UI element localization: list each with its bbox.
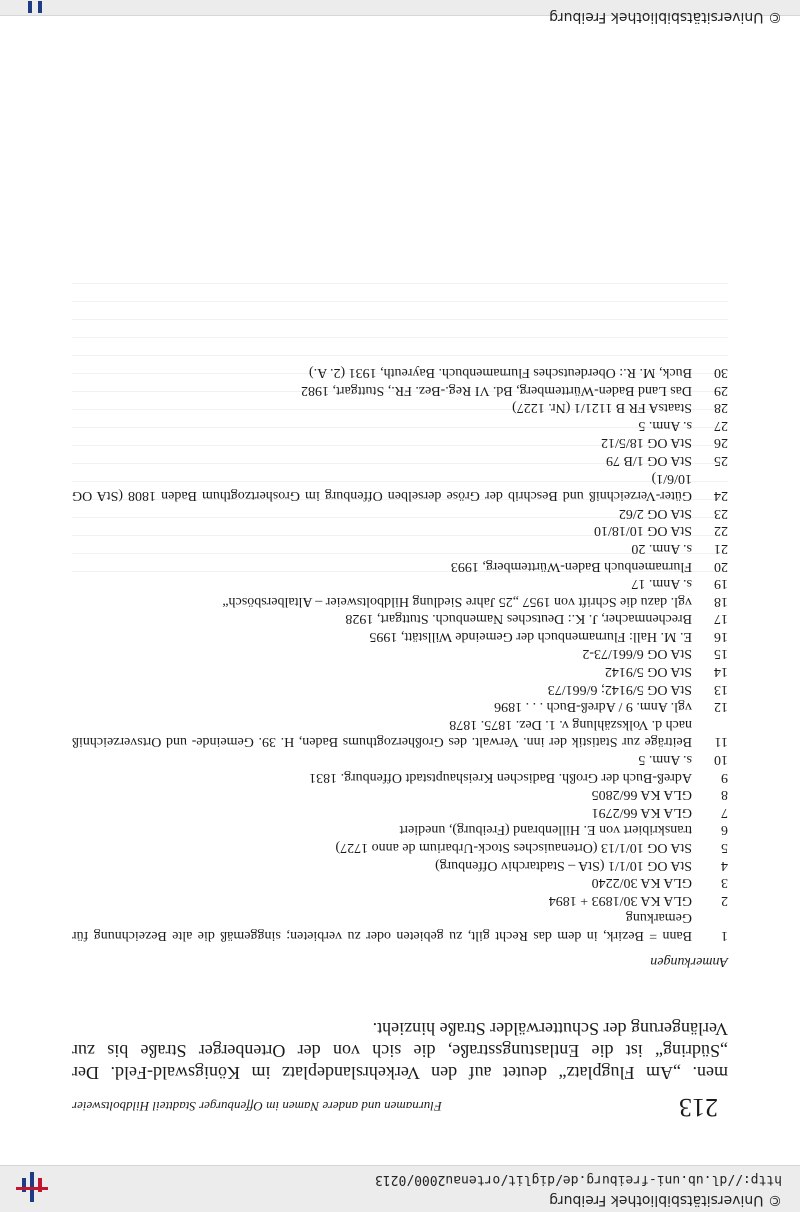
note-text: StA OG 18/5/12 — [600, 435, 692, 451]
note-number: 15 — [714, 646, 728, 662]
note-text: StA OG 5/9142; 6/661/73 — [547, 681, 692, 697]
note-item — [72, 627, 728, 645]
note-number: 22 — [714, 523, 728, 539]
note-number: 21 — [714, 540, 728, 556]
note-number: 12 — [714, 699, 728, 715]
library-bar-top — [0, 1165, 800, 1212]
note-text: Bann = Bezirk, in dem das Recht gilt, zu gebieten oder zu verbieten; singgemäß die alte Bezeichnung für Gemarkung — [72, 910, 692, 943]
note-item — [72, 645, 728, 663]
note-number: 3 — [721, 875, 728, 891]
note-number: 6 — [721, 822, 728, 838]
note-text: GLA KA 66/2805 — [591, 787, 692, 803]
note-item — [72, 610, 728, 628]
note-number: 26 — [714, 435, 728, 451]
note-text: StA OG 2/62 — [618, 505, 692, 521]
note-text: GLA KA 30/1893 + 1894 — [548, 892, 692, 908]
note-item — [72, 575, 728, 593]
note-number: 11 — [714, 734, 728, 750]
library-bar-bottom — [0, 0, 800, 25]
note-number: 13 — [714, 681, 728, 697]
note-number: 20 — [714, 558, 728, 574]
note-number: 8 — [721, 787, 728, 803]
note-item — [72, 856, 728, 874]
body-paragraph: men. „Am Flugplatz“ deutet auf den Verkehrslandeplatz im Königswald-Feld. Der „Südring“ ist die Entlastungsstraße, die sich von der Ortenberger Straße bis zur Verlängerung der Schutterwälder Straße hinzieht. — [72, 1019, 728, 1083]
ub-logo-icon — [12, 1170, 52, 1204]
note-text: StA OG 10/1/13 (Ortenauisches Stock-Urbarium de anno 1727) — [335, 840, 692, 856]
note-text: Beiträge zur Statistik der inn. Verwalt. des Großherzogthums Baden, H. 39. Gemeinde- und Ortsverzeichniß nach d. Volkszählung v. 1. Dez. 1875. 1878 — [72, 716, 692, 750]
note-text: s. Anm. 5 — [638, 417, 692, 433]
note-text: Adreß-Buch der Großh. Badischen Kreishauptstadt Offenburg. 1831 — [309, 769, 692, 785]
body-text — [72, 1018, 728, 1084]
note-text: Brechenmacher, J. K.: Deutsches Namenbuch. Stuttgart, 1928 — [345, 611, 692, 627]
note-number: 17 — [714, 611, 728, 627]
page-url-link[interactable]: http://dl.ub.uni-freiburg.de/diglit/ortenau2000/0213 — [375, 1172, 782, 1187]
note-number: 5 — [721, 840, 728, 856]
note-text: Das Land Baden-Württemberg, Bd. VI Reg.-Bez. FR., Stuttgart, 1982 — [300, 382, 692, 398]
note-number: 23 — [714, 505, 728, 521]
note-number: 29 — [714, 382, 728, 398]
note-number: 30 — [714, 365, 728, 380]
note-number: 18 — [714, 593, 728, 609]
note-number: 4 — [721, 857, 728, 873]
page-number: 213 — [679, 1093, 718, 1122]
note-number: 7 — [721, 804, 728, 820]
note-text: StA OG 6/661/73-2 — [582, 646, 692, 662]
note-text: vgl. Anm. 9 / Adreß-Buch . . . 1896 — [494, 699, 692, 715]
note-number: 2 — [721, 892, 728, 908]
note-text: StA OG 1/B 79 — [606, 452, 692, 468]
note-text: Güter-Verzeichniß und Beschrib der Gröse derselben Offenburg im Groshertzogthum Baden 1808 (StA OG 10/6/1) — [72, 470, 692, 504]
note-number: 10 — [714, 752, 728, 768]
note-item — [72, 838, 728, 856]
note-text: Flurnamenbuch Baden-Württemberg, 1993 — [450, 558, 692, 574]
note-text: StA OG 10/1/1 (StA – Stadtarchiv Offenburg) — [435, 857, 692, 873]
note-number: 28 — [714, 400, 728, 416]
note-item — [72, 874, 728, 892]
note-text: StA OG 5/9142 — [604, 664, 692, 680]
note-item — [72, 786, 728, 804]
note-item — [72, 715, 728, 750]
note-item — [72, 821, 728, 839]
note-number: 1 — [721, 928, 728, 943]
note-text: StaatsA FR B 1121/1 (Nr. 1227) — [512, 400, 692, 416]
note-number: 27 — [714, 417, 728, 433]
note-item — [72, 663, 728, 681]
notes-heading: Anmerkungen — [650, 954, 728, 969]
note-item — [72, 750, 728, 768]
note-text: s. Anm. 17 — [631, 576, 692, 592]
note-number: 9 — [721, 769, 728, 785]
bleed-through-texture — [72, 272, 728, 572]
note-number: 16 — [714, 628, 728, 644]
library-credit: © Universitätsbibliothek Freiburg — [549, 1192, 782, 1208]
ub-logo-small-icon — [12, 0, 52, 13]
note-text: GLA KA 30/2240 — [591, 875, 692, 891]
note-text: transkribiert von E. Hillenbrand (Freiburg), unediert — [399, 822, 692, 838]
note-item — [72, 680, 728, 698]
note-text: GLA KA 66/2791 — [591, 804, 692, 820]
note-number: 14 — [714, 664, 728, 680]
note-item — [72, 698, 728, 716]
note-text: vgl. dazu die Schrift von 1957 „25 Jahre Siedlung Hildboltsweier – Altalbersbösch“ — [222, 593, 692, 609]
note-item — [72, 592, 728, 610]
note-number: 25 — [714, 452, 728, 468]
note-number: 19 — [714, 576, 728, 592]
note-text: s. Anm. 5 — [638, 752, 692, 768]
note-item — [72, 891, 728, 909]
note-text: Buck, M. R.: Oberdeutsches Flurnamenbuch. Bayreuth, 1931 (2. A.) — [309, 365, 692, 380]
note-item — [72, 803, 728, 821]
note-number: 24 — [714, 488, 728, 504]
library-credit-bottom: © Universitätsbibliothek Freiburg — [549, 9, 782, 25]
running-title: Flurnamen und andere Namen im Offenburger Stadtteil Hildboltsweier — [72, 1099, 442, 1114]
note-text: s. Anm. 20 — [631, 540, 692, 556]
note-item — [72, 909, 728, 944]
note-item — [72, 768, 728, 786]
header-rule — [72, 1098, 728, 1122]
note-text: E. M. Hall: Flurnamenbuch der Gemeinde Willstätt, 1995 — [369, 628, 692, 644]
note-text: StA OG 10/18/10 — [593, 523, 692, 539]
